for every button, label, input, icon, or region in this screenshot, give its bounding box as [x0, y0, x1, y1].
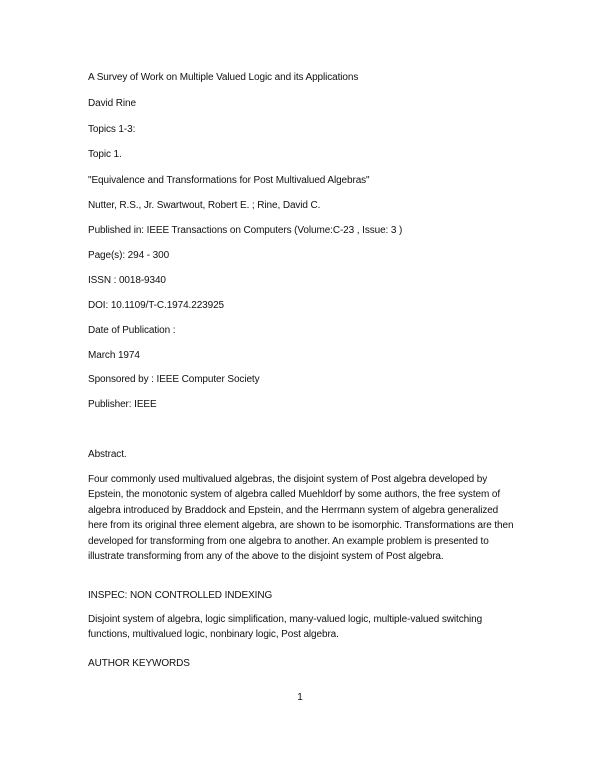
issn: ISSN : 0018-9340	[88, 275, 166, 286]
document-author: David Rine	[88, 98, 136, 109]
inspec-heading: INSPEC: NON CONTROLLED INDEXING	[88, 590, 273, 601]
published-in: Published in: IEEE Transactions on Computers (Volume:C-23 , Issue: 3 )	[88, 225, 403, 236]
article-authors: Nutter, R.S., Jr. Swartwout, Robert E. ; Rine, David C.	[88, 200, 321, 211]
sponsored-by: Sponsored by : IEEE Computer Society	[88, 374, 260, 385]
article-title: "Equivalence and Transformations for Post Multivalued Algebras"	[88, 175, 370, 186]
abstract-heading: Abstract.	[88, 449, 127, 460]
abstract-body: Four commonly used multivalued algebras, the disjoint system of Post algebra developed by Epstein, the monotonic system of algebra called Muehldorf by some authors, the free system of algebra introduced by Braddock and Epstein, and the Herrmann system of algebra generalized here from its original three element algebra, are shown to be isomorphic. Transformations are then developed for transforming from one algebra to another. An example problem is presented to illustrate transforming from any of the above to the disjoint system of Post algebra.	[88, 474, 514, 563]
publisher: Publisher: IEEE	[88, 399, 157, 410]
page-number: 1	[297, 692, 303, 703]
topics-label: Topics 1-3:	[88, 124, 136, 135]
document-title: A Survey of Work on Multiple Valued Logic and its Applications	[88, 72, 359, 83]
date-value: March 1974	[88, 350, 140, 361]
inspec-body: Disjoint system of algebra, logic simplification, many-valued logic, multiple-valued switching functions, multivalued logic, nonbinary logic, Post algebra.	[88, 614, 483, 641]
date-label: Date of Publication :	[88, 325, 176, 336]
keywords-heading: AUTHOR KEYWORDS	[88, 658, 190, 669]
topic-label: Topic 1.	[88, 149, 122, 160]
pages: Page(s): 294 - 300	[88, 250, 170, 261]
doi: DOI: 10.1109/T-C.1974.223925	[88, 300, 224, 311]
